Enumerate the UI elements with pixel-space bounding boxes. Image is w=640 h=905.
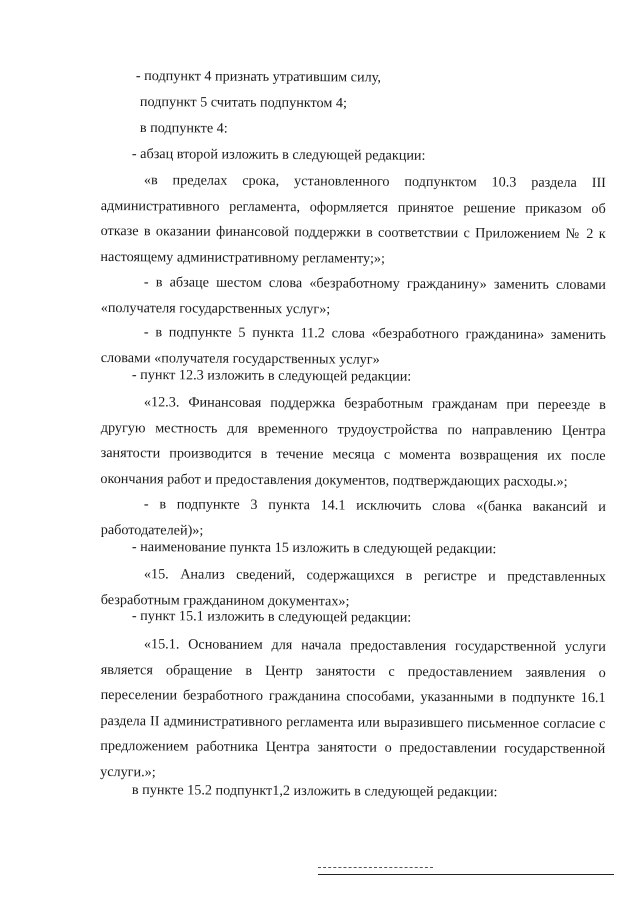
- paragraph-12: «15. Анализ сведений, содержащихся в регистре и представленных безработным гражданином документах»;: [100, 566, 606, 610]
- paragraph-9: «12.3. Финансовая поддержка безработным гражданам при переезде в другую местность для временного трудоустройства по направлению Центра занятости производится в течение месяца с момента возвращения их после окончания работ и предоставления документов, подтверждающих расходы.»;: [100, 394, 606, 490]
- paragraph-10: - в подпункте 3 пункта 14.1 исключить слова «(банка вакансий и работодателей)»;: [100, 496, 606, 539]
- scan-artifact-line: [318, 867, 433, 868]
- paragraph-15: в пункте 15.2 подпункт1,2 изложить в следующей редакции:: [131, 781, 498, 801]
- footer-rule: [318, 874, 614, 875]
- paragraph-2: подпункт 5 считать подпунктом 4;: [139, 93, 347, 112]
- paragraph-4: - абзац второй изложить в следующей редакции:: [131, 145, 426, 164]
- paragraph-6: - в абзаце шестом слова «безработному гражданину» заменить словами «получателя государственных услуг»;: [100, 274, 606, 317]
- paragraph-13: - пункт 15.1 изложить в следующей редакции:: [131, 607, 412, 626]
- paragraph-14: «15.1. Основанием для начала предоставления государственной услуги является обращение в Центр занятости с предоставлением заявления о переселении безработного гражданина способами, указанными в подпункте 16.1 раздела II административного регламента или выразившего письменное согласие с предложением работника Центра занятости о предоставлении государственной услуги.»;: [100, 636, 606, 780]
- paragraph-8: - пункт 12.3 изложить в следующей редакции:: [131, 366, 412, 385]
- paragraph-5: «в пределах срока, установленного подпунктом 10.3 раздела III административного регламента, оформляется принятое решение приказом об отказе в оказании финансовой поддержки в соответствии с Приложением № 2 к настоящему административному регламенту;»;: [100, 172, 606, 267]
- paragraph-3: в подпункте 4:: [139, 119, 228, 137]
- paragraph-11: - наименование пункта 15 изложить в следующей редакции:: [131, 538, 497, 558]
- paragraph-1: - подпункт 4 признать утратившим силу,: [135, 67, 381, 86]
- paragraph-7: - в подпункте 5 пункта 11.2 слова «безработного гражданина» заменить словами «получателя государственных услуг»: [100, 324, 606, 368]
